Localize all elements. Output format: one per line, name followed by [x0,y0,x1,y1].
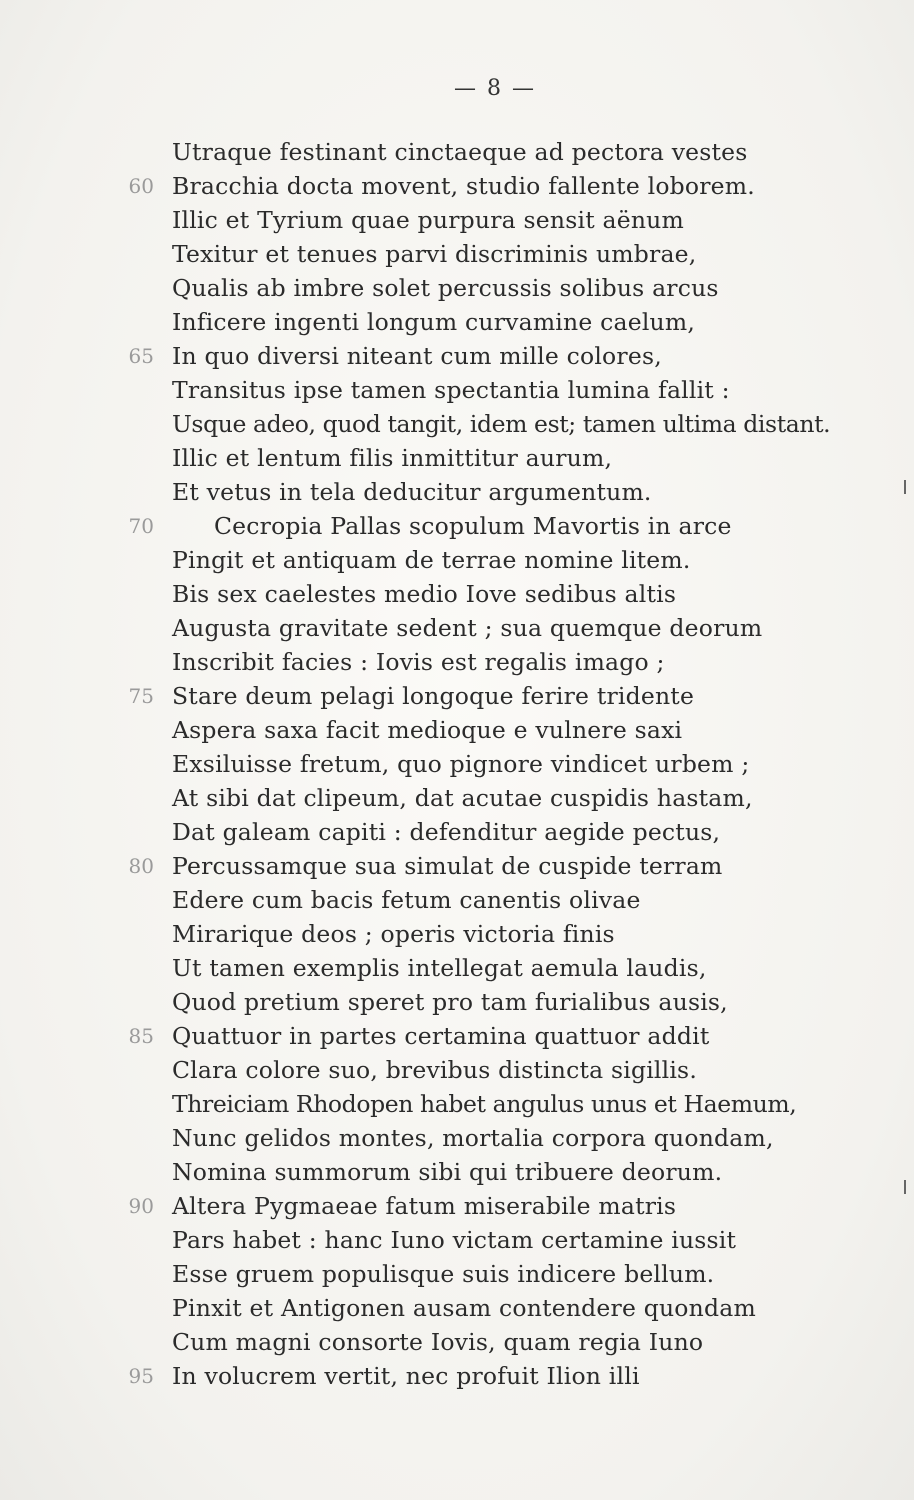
line-number: 95 [128,1364,154,1388]
verse-text: Et vetus in tela deducitur argumentum. [172,478,652,506]
verse-text: Pingit et antiquam de terrae nomine litem. [172,546,691,574]
verse-text: Percussamque sua simulat de cuspide terram [172,852,723,880]
verse-line [0,1155,914,1189]
verse-line [0,951,914,985]
verse-line [0,713,914,747]
verse-line [0,781,914,815]
verse-text: Pinxit et Antigonen ausam contendere quondam [172,1294,756,1322]
verse-text: Exsiluisse fretum, quo pignore vindicet urbem ; [172,750,750,778]
verse-line [0,271,914,305]
line-number: 85 [128,1024,154,1048]
verse-text: Transitus ipse tamen spectantia lumina fallit : [172,376,730,404]
verse-line [0,611,914,645]
verse-line [0,169,914,203]
verse-line [0,1019,914,1053]
line-number: 90 [128,1194,154,1218]
verse-text: Aspera saxa facit medioque e vulnere saxi [172,716,683,744]
verse-line [0,1087,914,1121]
verse-line [0,747,914,781]
verse-line [0,373,914,407]
verse-text: Usque adeo, quod tangit, idem est; tamen ultima distant. [172,410,831,438]
scan-edge-mark [904,1180,906,1194]
verse-line [0,883,914,917]
verse-line [0,1053,914,1087]
verse-text: In quo diversi niteant cum mille colores, [172,342,662,370]
verse-text: Quattuor in partes certamina quattuor addit [172,1022,710,1050]
verse-text: Stare deum pelagi longoque ferire tridente [172,682,695,710]
verse-line [0,305,914,339]
verse-text: Inscribit facies : Iovis est regalis imago ; [172,648,665,676]
verse-text: Bracchia docta movent, studio fallente loborem. [172,172,755,200]
verse-text: Nunc gelidos montes, mortalia corpora quondam, [172,1124,774,1152]
verse-text: Cecropia Pallas scopulum Mavortis in arce [214,512,732,540]
verse-line [0,917,914,951]
verse-text: Qualis ab imbre solet percussis solibus arcus [172,274,719,302]
verse-line [0,441,914,475]
verse-line [0,509,914,543]
poem-text [0,135,914,1393]
verse-line [0,543,914,577]
verse-line [0,1359,914,1393]
scan-edge-mark [904,480,906,494]
verse-text: Bis sex caelestes medio Iove sedibus altis [172,580,677,608]
verse-text: Mirarique deos ; operis victoria finis [172,920,615,948]
verse-text: Quod pretium speret pro tam furialibus ausis, [172,988,728,1016]
line-number: 75 [128,684,154,708]
verse-line [0,1121,914,1155]
verse-line [0,339,914,373]
verse-text: Inficere ingenti longum curvamine caelum, [172,308,696,336]
verse-text: Edere cum bacis fetum canentis olivae [172,886,641,914]
verse-text: Pars habet : hanc Iuno victam certamine iussit [172,1226,737,1254]
page-number: — 8 — [454,76,536,101]
verse-line [0,475,914,509]
verse-line [0,1291,914,1325]
verse-text: Threiciam Rhodopen habet angulus unus et Haemum, [172,1090,797,1118]
verse-line [0,1189,914,1223]
line-number: 70 [128,514,154,538]
verse-line [0,815,914,849]
verse-line [0,985,914,1019]
verse-text: Illic et lentum filis inmittitur aurum, [172,444,613,472]
verse-line [0,203,914,237]
verse-line [0,407,914,441]
verse-text: Cum magni consorte Iovis, quam regia Iuno [172,1328,704,1356]
verse-line [0,1223,914,1257]
verse-text: Esse gruem populisque suis indicere bellum. [172,1260,715,1288]
verse-line [0,679,914,713]
verse-line [0,1325,914,1359]
line-number: 65 [128,344,154,368]
line-number: 80 [128,854,154,878]
verse-line [0,577,914,611]
verse-line [0,1257,914,1291]
verse-line [0,849,914,883]
verse-text: Augusta gravitate sedent ; sua quemque deorum [172,614,763,642]
verse-text: Illic et Tyrium quae purpura sensit aënum [172,206,685,234]
verse-text: Dat galeam capiti : defenditur aegide pectus, [172,818,721,846]
verse-text: At sibi dat clipeum, dat acutae cuspidis hastam, [172,784,753,812]
verse-line [0,237,914,271]
verse-text: Nomina summorum sibi qui tribuere deorum. [172,1158,723,1186]
verse-line [0,135,914,169]
verse-text: Texitur et tenues parvi discriminis umbrae, [172,240,697,268]
verse-text: Clara colore suo, brevibus distincta sigillis. [172,1056,697,1084]
verse-text: In volucrem vertit, nec profuit Ilion illi [172,1362,640,1390]
verse-text: Altera Pygmaeae fatum miserabile matris [172,1192,677,1220]
verse-text: Utraque festinant cinctaeque ad pectora vestes [172,138,748,166]
verse-line [0,645,914,679]
line-number: 60 [128,174,154,198]
verse-text: Ut tamen exemplis intellegat aemula laudis, [172,954,707,982]
